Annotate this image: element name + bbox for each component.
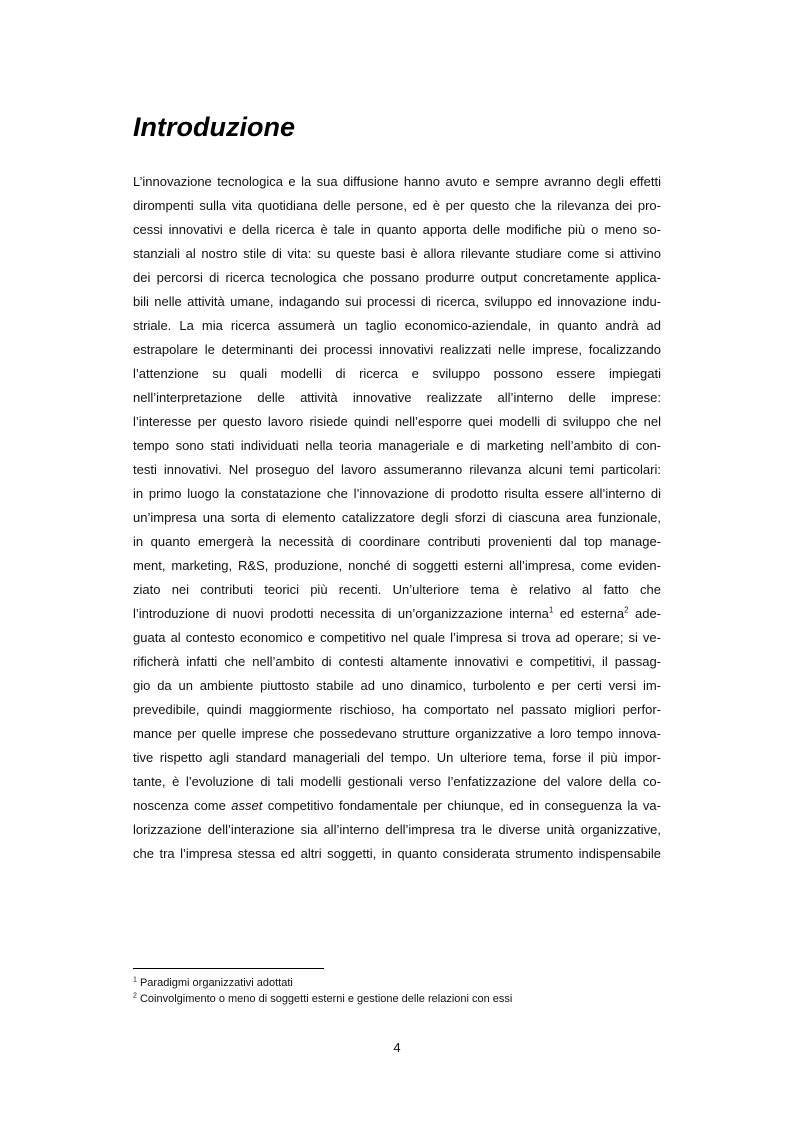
footnote-2 bbox=[133, 991, 673, 1007]
text-line: l’interesse per questo lavoro risiede quindi nell’esporre quei modelli di sviluppo che nel bbox=[133, 414, 661, 429]
footnote-text: Coinvolgimento o meno di soggetti esterni e gestione delle relazioni con essi bbox=[136, 993, 513, 1005]
text-line: testi innovativi. Nel proseguo del lavoro assumeranno rilevanza alcuni temi particolari: bbox=[133, 462, 661, 477]
section-heading: Introduzione bbox=[133, 112, 295, 142]
text-line: striale. La mia ricerca assumerà un taglio economico-aziendale, in quanto andrà ad bbox=[133, 318, 661, 333]
text-line: rificherà infatti che nell’ambito di contesti altamente innovativi e competitivi, il passag- bbox=[133, 654, 661, 669]
text-line: stanziali al nostro stile di vita: su queste basi è allora rilevante studiare come si attivino bbox=[133, 246, 661, 261]
text-line: lorizzazione dell’interazione sia all’interno dell’impresa tra le diverse unità organizzative, bbox=[133, 822, 661, 837]
text-line: tempo sono stati individuati nella teoria manageriale e di marketing nell’ambito di con- bbox=[133, 438, 661, 453]
text-line: dirompenti sulla vita quotidiana delle persone, ed è per questo che la rilevanza dei pro- bbox=[133, 198, 661, 213]
text-segment: ed esterna bbox=[553, 606, 625, 621]
text-line: ment, marketing, R&S, produzione, nonché di soggetti esterni all’impresa, come eviden- bbox=[133, 558, 661, 573]
text-line-with-italic bbox=[133, 794, 661, 818]
text-line: nell’interpretazione delle attività innovative realizzate all’interno delle imprese: bbox=[133, 390, 661, 405]
footnote-ref-1[interactable]: 1 bbox=[548, 605, 554, 615]
text-line: estrapolare le determinanti dei processi innovativi realizzati nelle imprese, focalizzando bbox=[133, 342, 661, 357]
footnotes bbox=[133, 975, 673, 1007]
text-line: bili nelle attività umane, indagando sui processi di ricerca, sviluppo ed innovazione indu- bbox=[133, 294, 661, 309]
footnote-ref-2[interactable]: 2 bbox=[624, 605, 629, 615]
text-line: che tra l’impresa stessa ed altri soggetti, in quanto considerata strumento indispensabile bbox=[133, 846, 661, 861]
text-line: ziato nei contributi teorici più recenti. Un’ulteriore tema è relativo al fatto che bbox=[133, 582, 661, 597]
text-line: in primo luogo la constatazione che l’innovazione di prodotto risulta essere all’interno di bbox=[133, 486, 661, 501]
text-line: tive rispetto agli standard manageriali del tempo. Un ulteriore tema, forse il più impor- bbox=[133, 750, 661, 765]
text-line: cessi innovativi e della ricerca è tale in quanto apporta delle modifiche più o meno so- bbox=[133, 222, 661, 237]
text-segment: noscenza come bbox=[133, 798, 232, 813]
text-line: mance per quelle imprese che possedevano strutture organizzative a loro tempo innova- bbox=[133, 726, 661, 741]
text-line: prevedibile, quindi maggiormente rischioso, ha comportato nel passato migliori perfor- bbox=[133, 702, 661, 717]
text-segment: ade- bbox=[628, 606, 661, 621]
footnote-text: Paradigmi organizzativi adottati bbox=[136, 977, 293, 989]
italic-term: asset bbox=[231, 798, 263, 813]
text-line: L’innovazione tecnologica e la sua diffusione hanno avuto e sempre avranno degli effetti bbox=[133, 174, 661, 189]
text-line: l’attenzione su quali modelli di ricerca e sviluppo possono essere impiegati bbox=[133, 366, 661, 381]
page-number: 4 bbox=[393, 1040, 401, 1055]
footnote-marker: 2 bbox=[133, 992, 137, 1000]
text-line: dei percorsi di ricerca tecnologica che possano produrre output concretamente applica- bbox=[133, 270, 661, 285]
body-text bbox=[133, 170, 661, 866]
text-segment: l’introduzione di nuovi prodotti necessita di un’organizzazione interna bbox=[133, 606, 549, 621]
footnote-1 bbox=[133, 975, 673, 991]
text-line: tante, è l’evoluzione di tali modelli gestionali verso l’enfatizzazione del valore della co- bbox=[133, 774, 661, 789]
text-line: in quanto emergerà la necessità di coordinare contributi provenienti dal top manage- bbox=[133, 534, 661, 549]
text-segment: competitivo fondamentale per chiunque, ed in conseguenza la va- bbox=[262, 798, 661, 813]
text-line: guata al contesto economico e competitivo nel quale l’impresa si trova ad operare; si ve- bbox=[133, 630, 661, 645]
footnote-divider bbox=[133, 968, 324, 969]
text-line: un’impresa una sorta di elemento catalizzatore degli sforzi di ciascuna area funzionale, bbox=[133, 510, 661, 525]
text-line: gio da un ambiente piuttosto stabile ad uno dinamico, turbolento e per certi versi im- bbox=[133, 678, 661, 693]
footnote-marker: 1 bbox=[133, 976, 137, 984]
text-line-with-footnote-refs bbox=[133, 602, 661, 626]
